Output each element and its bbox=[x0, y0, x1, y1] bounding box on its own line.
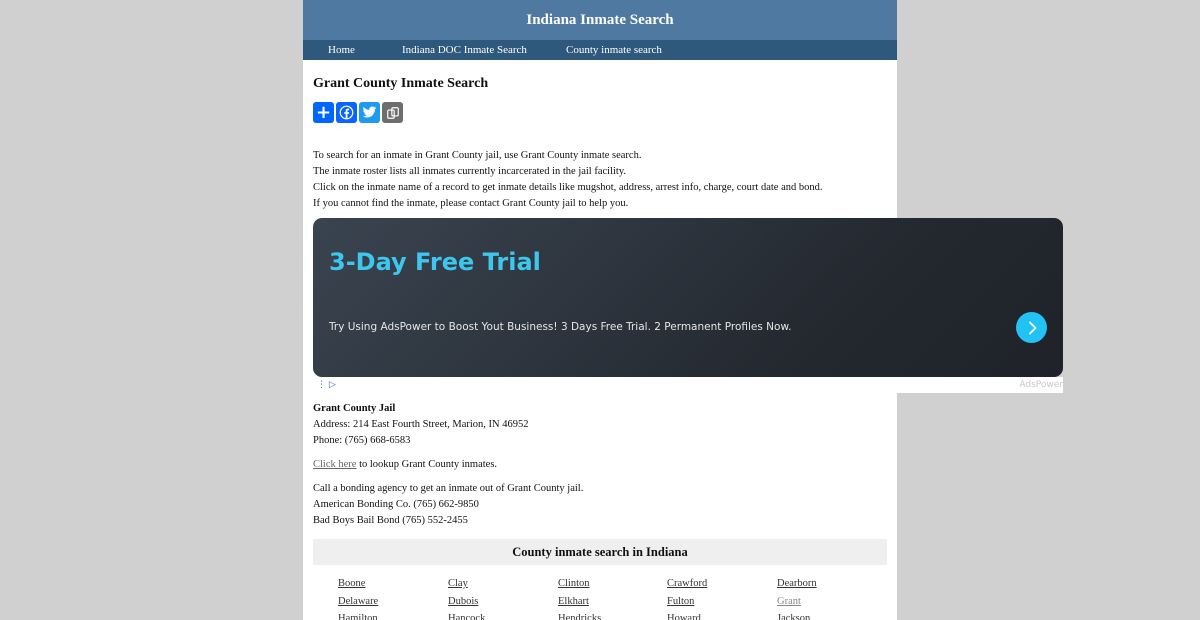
nav-indiana-doc[interactable]: Indiana DOC Inmate Search bbox=[402, 44, 527, 56]
county-link[interactable]: Dearborn bbox=[777, 578, 817, 589]
lookup-link[interactable]: Click here bbox=[313, 459, 357, 470]
facebook-icon[interactable] bbox=[336, 102, 357, 123]
twitter-icon[interactable] bbox=[359, 102, 380, 123]
county-link[interactable]: Howard bbox=[667, 613, 701, 620]
county-link[interactable]: Elkhart bbox=[558, 596, 589, 607]
ad-brand: AdsPower bbox=[1019, 380, 1063, 390]
bonding-agency: American Bonding Co. (765) 662-9850 bbox=[313, 499, 479, 510]
county-link[interactable]: Clay bbox=[448, 578, 468, 589]
copy-link-icon[interactable] bbox=[382, 102, 403, 123]
nav-county-search[interactable]: County inmate search bbox=[566, 44, 662, 56]
intro-line: To search for an inmate in Grant County jail, use Grant County inmate search. bbox=[313, 150, 642, 161]
jail-name: Grant County Jail bbox=[313, 403, 396, 414]
ad-text: Try Using AdsPower to Boost Yout Business! 3 Days Free Trial. 2 Permanent Profiles Now. bbox=[329, 321, 792, 333]
share-bar bbox=[313, 102, 887, 124]
nav-home[interactable]: Home bbox=[328, 44, 355, 56]
page-container bbox=[303, 0, 1063, 620]
county-section-title: County inmate search in Indiana bbox=[313, 539, 887, 565]
county-link-current[interactable]: Grant bbox=[777, 596, 801, 607]
intro-text bbox=[313, 148, 887, 212]
intro-line: Click on the inmate name of a record to get inmate details like mugshot, address, arrest info, charge, court date and bond. bbox=[313, 182, 823, 193]
jail-info bbox=[313, 401, 887, 529]
ad-choices-icon[interactable]: ⋮ ▷ bbox=[317, 380, 336, 390]
ad-title: 3-Day Free Trial bbox=[329, 248, 541, 276]
county-link[interactable]: Hendricks bbox=[558, 613, 602, 620]
county-link[interactable]: Boone bbox=[338, 578, 366, 589]
chevron-right-icon[interactable] bbox=[1016, 312, 1047, 343]
bonding-intro: Call a bonding agency to get an inmate out of Grant County jail. bbox=[313, 483, 584, 494]
county-link[interactable]: Hancock bbox=[448, 613, 486, 620]
nav-bar bbox=[303, 40, 897, 60]
jail-phone: Phone: (765) 668-6583 bbox=[313, 435, 411, 446]
lookup-text: to lookup Grant County inmates. bbox=[356, 459, 498, 470]
intro-line: If you cannot find the inmate, please contact Grant County jail to help you. bbox=[313, 198, 629, 209]
jail-address: Address: 214 East Fourth Street, Marion, IN 46952 bbox=[313, 419, 529, 430]
county-link[interactable]: Delaware bbox=[338, 596, 379, 607]
county-link[interactable]: Fulton bbox=[667, 596, 695, 607]
site-title[interactable]: Indiana Inmate Search bbox=[526, 12, 674, 28]
intro-line: The inmate roster lists all inmates currently incarcerated in the jail facility. bbox=[313, 166, 627, 177]
ad-footer bbox=[313, 377, 1063, 393]
county-link[interactable]: Hamilton bbox=[338, 613, 378, 620]
page-title: Grant County Inmate Search bbox=[313, 76, 489, 91]
county-link[interactable]: Jackson bbox=[777, 613, 811, 620]
county-link[interactable]: Clinton bbox=[558, 578, 590, 589]
county-link[interactable]: Crawford bbox=[667, 578, 708, 589]
bonding-info bbox=[313, 481, 887, 529]
bonding-agency: Bad Boys Bail Bond (765) 552-2455 bbox=[313, 515, 468, 526]
ad-banner[interactable] bbox=[313, 218, 1063, 377]
lookup-line bbox=[313, 457, 887, 473]
plus-icon[interactable]: + bbox=[313, 102, 334, 123]
site-header bbox=[303, 0, 897, 40]
county-link[interactable]: Dubois bbox=[448, 596, 479, 607]
